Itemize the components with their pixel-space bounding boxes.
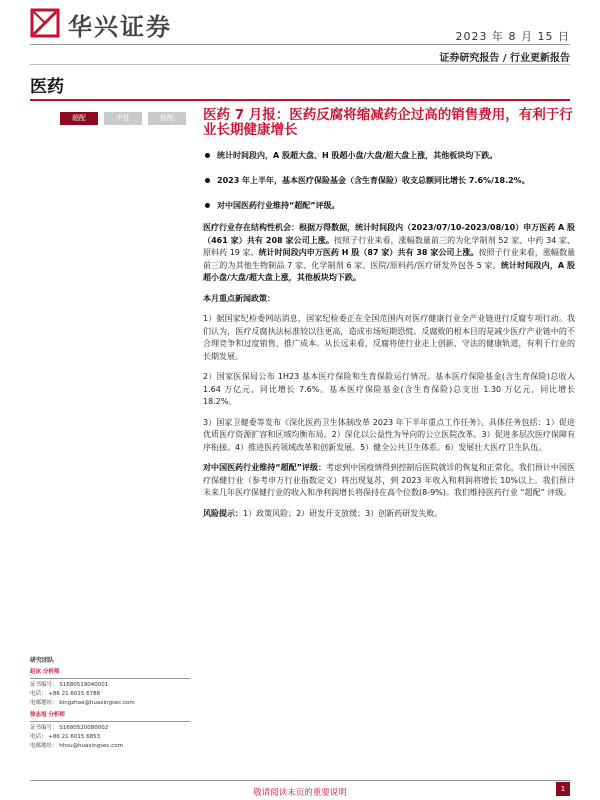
disclaimer-link[interactable]: 敬请阅读末页的重要说明 <box>253 788 347 798</box>
policy-paragraph: 3）国家卫健委等发布《深化医药卫生体制改革 2023 年下半年重点工作任务》。具体任务包括：1）促进优质医疗资源扩容和区域均衡布局。2）深化以公益性为导向的公立医院改革。3）促进多层次医疗保障有序衔接。4）推进医药领域改革和创新发展。5）健全公共卫生体系。6）发展壮大医疗卫生队伍。 <box>203 417 575 452</box>
footer-divider <box>30 780 570 781</box>
analyst-email[interactable]: 电邮地址： hhsu@huaxingsec.com <box>30 743 123 749</box>
rating-paragraph: 对中国医药行业维持“超配”评级：考虑到中国疫情得到控制后医院就诊的恢复和正常化，我们预计中国医疗保健行业（参考申万行业指数定义）将出现复苏，到 2023 年收入和利润将增长 10%以上。我们预计未来几年医疗保健行业的收入和净利润增长将保持在高个位数(8-9%)。我们维持医药行业 “超配” 评级。 <box>203 463 575 497</box>
sector-title: 医药 <box>30 77 64 97</box>
bullet-icon <box>205 153 210 158</box>
divider <box>30 721 190 722</box>
risk-paragraph: 风险提示：1）政策风险；2）研发开支放缓；3）创新药研发失败。 <box>203 508 443 518</box>
analyst-name: 赵冰 分析师 <box>30 669 60 675</box>
divider <box>30 678 190 679</box>
team-label: 研究团队 <box>30 657 55 664</box>
report-date: 2023 年 8 月 15 日 <box>455 30 570 43</box>
market-paragraph: 医疗行业存在结构性机会：根据万得数据，统计时间段内（2023/07/10-2023/08/10）申万医药 A 股（461 家）共有 208 家公司上涨。按照子行业来看，涨幅数量前三的为化学制剂 52 家、中药 34 家、原料药 19 家。统计时间段内申万医药 H 股（87 家）共有 38 家公司上涨。按照子行业来看，涨幅数量前三的为其他生物制品 7 家、化学制剂 6 家、医院/原料药/医疗研发外包各 5 家。统计时间段内，A 股超小盘/大盘/超大盘上涨，其他板块均下跌。 <box>203 223 576 282</box>
bullet-icon <box>205 203 210 208</box>
analyst-name: 徐志旭 分析师 <box>30 712 65 718</box>
divider <box>30 64 570 65</box>
key-point: 统计时间段内，A 股超大盘、H 股超小盘/大盘/超大盘上涨，其他板块均下跌。 <box>203 150 573 161</box>
analyst-cert: 证书编号： S1680519040001 <box>30 682 109 688</box>
key-point: 对中国医药行业维持“超配”评级。 <box>203 200 573 211</box>
accent-divider <box>30 99 570 101</box>
policy-paragraph: 2）国家医保局公布 1H23 基本医疗保险和生育保险运行情况。基本医疗保险基金(含生育保险)总收入 1.64 万亿元，同比增长 7.6%。基本医疗保险基金(含生育保险)总支出 1.30 万亿元，同比增长 18.2%。 <box>203 372 575 406</box>
report-type: 证券研究报告 / 行业更新报告 <box>439 53 570 64</box>
analyst-email[interactable]: 电邮地址： bingzhao@huaxingsec.com <box>30 700 135 706</box>
policy-paragraph: 1）据国家纪检委网站消息，国家纪检委正在全国范围内对医疗健康行业全产业链进行反腐专项行动。我们认为，医疗反腐执法标准较以往更高，造成市场短期恐慌。反腐败的根本目的是减少医疗产业链中的不合理竞争和过度销售、推广成本。从长远来看，反腐将使行业走上创新、守法的健康轨道，有利于行业的长期发展。 <box>203 314 575 361</box>
divider <box>30 44 570 45</box>
page-number: 1 <box>556 782 570 796</box>
key-points-list <box>203 150 573 225</box>
report-body <box>203 222 575 528</box>
rating-tab-neutral: 中性 <box>104 112 142 125</box>
brand-name: 华兴证券 <box>68 13 172 41</box>
bullet-icon <box>205 178 210 183</box>
rating-tab-overweight: 超配 <box>60 112 98 125</box>
policy-heading: 本月重点新闻政策： <box>203 293 275 303</box>
analyst-phone: 电话： +86 21 6015 6853 <box>30 734 101 740</box>
brand-logo-icon <box>30 8 60 38</box>
rating-tab-underweight: 低配 <box>148 112 186 125</box>
analyst-cert: 证书编号： S1680520080002 <box>30 725 109 731</box>
key-point: 2023 年上半年，基本医疗保险基金（含生育保险）收支总额同比增长 7.6%/18.2%。 <box>203 175 573 186</box>
analyst-phone: 电话： +86 21 6015 6788 <box>30 691 101 697</box>
report-title: 医药 7 月报：医药反腐将缩减药企过高的销售费用，有利于行业长期健康增长 <box>203 107 573 138</box>
analyst-team <box>30 656 190 751</box>
